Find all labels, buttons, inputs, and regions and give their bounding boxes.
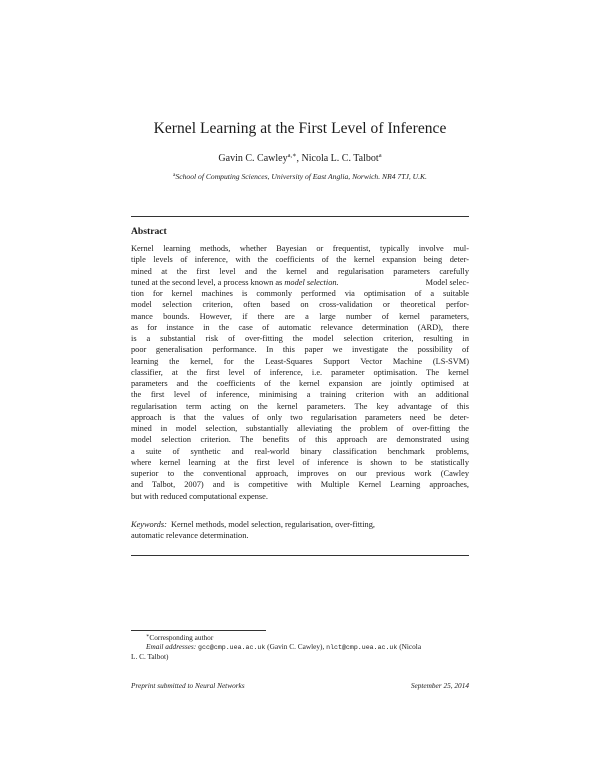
affiliation-mark: a [173, 172, 176, 178]
abstract-line: superior to the conventional approach, improves on our previous work (Cawley [131, 469, 469, 478]
abstract-line: and Talbot, 2007) and is competitive with Multiple Kernel Learning approaches, [131, 480, 469, 490]
abstract-text: Model selec- [425, 277, 469, 287]
email-label: Email addresses: [146, 642, 197, 651]
email-owner: (Gavin C. Cawley), [267, 642, 325, 651]
author-affiliation-mark: a,∗ [287, 152, 297, 159]
abstract-line: parameters and the coefficients of the kernel expansion are jointly optimised at [131, 379, 469, 388]
preprint-date: September 25, 2014 [410, 681, 469, 690]
abstract-line: where kernel learning at the first level of inference is shown to be statistically [131, 457, 469, 467]
footnotes [131, 632, 469, 662]
paper-title: Kernel Learning at the First Level of Inference [153, 120, 447, 137]
affiliation [0, 172, 600, 181]
abstract-top-rule [131, 216, 469, 217]
author-affiliation-mark: a [378, 152, 382, 159]
abstract-body [131, 243, 469, 502]
abstract-line: but with reduced computational expense. [131, 491, 268, 501]
email-link[interactable]: gcc@cmp.uea.ac.uk [198, 644, 266, 651]
abstract-line: model selection criterion. The benefits of this approach are demonstrated using [131, 435, 469, 445]
abstract-line: mined at the first level and the kernel and regularisation parameters carefully [131, 266, 469, 276]
abstract-line: is a substantial risk of over-fitting the model selection criterion, resulting in [131, 334, 469, 343]
keywords-line [131, 519, 469, 530]
footnote-emails [131, 642, 469, 652]
author-separator: , [296, 153, 302, 164]
keywords-text: Kernel methods, model selection, regularisation, over-fitting, [171, 520, 375, 529]
author-line [0, 151, 600, 164]
footnote-corresponding [131, 632, 469, 642]
abstract-line: approach is that the values of only two regularisation parameters need be deter- [131, 412, 469, 422]
abstract-line [131, 277, 469, 288]
abstract-italic-term: model selection. [284, 277, 339, 287]
abstract-line: mance bounds. However, if there are a large number of kernel parameters, [131, 311, 469, 321]
footnote-mark: ∗ [146, 634, 150, 639]
abstract-line: the first level of inference, minimising a training criterion with an additional [131, 390, 469, 400]
footnote-text: Corresponding author [149, 633, 214, 642]
abstract-line: mined in model selection, substantially alleviating the problem of over-fitting the [131, 424, 469, 433]
author-name: Gavin C. Cawley [218, 153, 288, 164]
keywords-line: automatic relevance determination. [131, 531, 249, 541]
email-owner: (Nicola [399, 642, 422, 651]
abstract-bottom-rule [131, 555, 469, 556]
abstract-line: as for instance in the case of automatic relevance determination (ARD), there [131, 322, 469, 332]
abstract-line: Kernel learning methods, whether Bayesian or frequentist, typically involve mul- [131, 244, 469, 253]
abstract-line: a suite of synthetic and real-world binary classification benchmark problems, [131, 446, 469, 456]
email-link[interactable]: nlct@cmp.uea.ac.uk [326, 644, 398, 651]
abstract-text: tuned at the second level, a process known as [131, 277, 283, 287]
abstract-line: model selection criterion, often based on cross-validation or theoretical perfor- [131, 300, 469, 310]
footnote-continuation: L. C. Talbot) [131, 652, 169, 661]
abstract-line: classifier, at the first level of inference, i.e. parameter optimisation. The kernel [131, 367, 469, 377]
keywords [131, 519, 469, 542]
author-name: Nicola L. C. Talbot [301, 153, 379, 164]
abstract-line: poor generalisation performance. In this paper we investigate the possibility of [131, 345, 469, 355]
abstract-line: tiple levels of inference, with the coefficients of the kernel expansion being deter- [131, 255, 469, 265]
affiliation-text: School of Computing Sciences, University of East Anglia, Norwich. NR4 7TJ, U.K. [175, 172, 427, 181]
keywords-label: Keywords: [131, 520, 167, 529]
abstract-line: tion for kernel machines is commonly performed via optimisation of a suitable [131, 289, 469, 298]
preprint-note: Preprint submitted to Neural Networks [131, 681, 245, 690]
abstract-line: regularisation term acting on the kernel parameters. The key advantage of this [131, 401, 469, 411]
abstract-line: learning the kernel, for the Least-Squares Support Vector Machine (LS-SVM) [131, 356, 469, 366]
footnote-rule [131, 630, 266, 631]
abstract-heading: Abstract [131, 226, 167, 237]
